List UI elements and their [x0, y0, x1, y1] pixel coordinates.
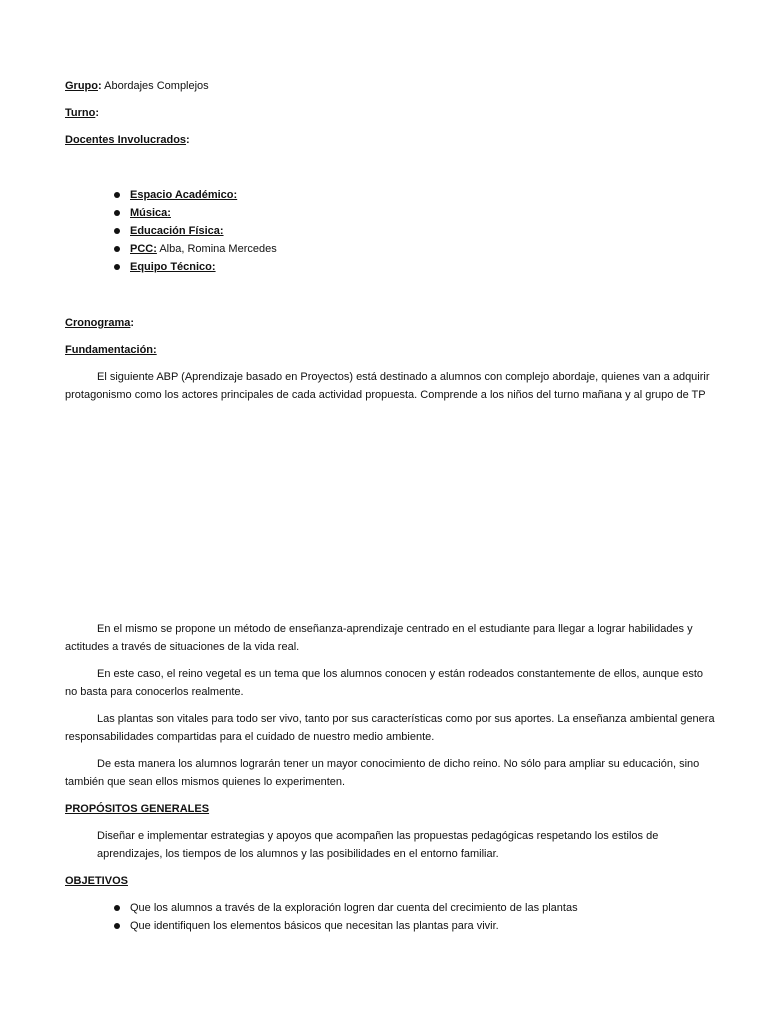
turno-label: Turno — [65, 107, 96, 119]
cronograma-line — [65, 314, 134, 332]
objetivos-list — [110, 899, 578, 935]
fundamentacion-paragraph: El siguiente ABP (Aprendizaje basado en Proyectos) está destinado a alumnos con complejo abordaje, quienes van a adquirir protagonismo como los actores principales de cada actividad propuesta. Comprende a los niños del turno mañana y al grupo de TP — [65, 371, 710, 401]
bullet-icon — [114, 264, 120, 270]
bullet-icon — [114, 228, 120, 234]
list-item: Música: — [110, 204, 277, 222]
grupo-label: Grupo — [65, 80, 98, 92]
grupo-colon: : — [98, 80, 102, 92]
paragraph-metodo: En el mismo se propone un método de enseñanza-aprendizaje centrado en el estudiante para llegar a lograr habilidades y actitudes a través de situaciones de la vida real. — [65, 623, 693, 653]
turno-line — [65, 104, 99, 122]
list-item: Que identifiquen los elementos básicos que necesitan las plantas para vivir. — [110, 917, 578, 935]
turno-colon: : — [95, 107, 100, 119]
propositos-heading: PROPÓSITOS GENERALES — [65, 803, 210, 815]
docentes-colon: : — [186, 134, 190, 146]
list-item: Que los alumnos a través de la exploración logren dar cuenta del crecimiento de las plantas — [110, 899, 578, 917]
docentes-line — [65, 131, 190, 149]
bullet-icon — [114, 923, 120, 929]
bullet-icon — [114, 905, 120, 911]
objetivos-heading: OBJETIVOS — [65, 875, 128, 887]
grupo-line — [65, 77, 209, 95]
list-item: Espacio Académico: — [110, 186, 277, 204]
list-item: Equipo Técnico: — [110, 258, 277, 276]
paragraph-plantas: Las plantas son vitales para todo ser vivo, tanto por sus características como por sus aportes. La enseñanza ambiental genera responsabilidades compartidas para el cuidado de nuestro medio ambiente. — [65, 713, 715, 743]
paragraph-conocimiento: De esta manera los alumnos lograrán tener un mayor conocimiento de dicho reino. No sólo para ampliar su educación, sino también que sean ellos mismos quienes lo experimenten. — [65, 758, 700, 788]
list-item: PCC: Alba, Romina Mercedes — [110, 240, 277, 258]
propositos-text: Diseñar e implementar estrategias y apoyos que acompañen las propuestas pedagógicas respetando los estilos de aprendizajes, los tiempos de los alumnos y las posibilidades en el entorno familiar. — [97, 830, 659, 860]
grupo-value: Abordajes Complejos — [104, 80, 209, 92]
docentes-label: Docentes Involucrados — [65, 134, 187, 146]
cronograma-label: Cronograma — [65, 317, 131, 329]
docentes-list — [110, 186, 277, 276]
bullet-icon — [114, 246, 120, 252]
list-item: Educación Física: — [110, 222, 277, 240]
fundamentacion-heading: Fundamentación: — [65, 344, 157, 356]
bullet-icon — [114, 210, 120, 216]
paragraph-reino-vegetal: En este caso, el reino vegetal es un tema que los alumnos conocen y están rodeados constantemente de ellos, aunque esto no basta para conocerlos realmente. — [65, 668, 704, 698]
bullet-icon — [114, 192, 120, 198]
cronograma-colon: : — [130, 317, 135, 329]
